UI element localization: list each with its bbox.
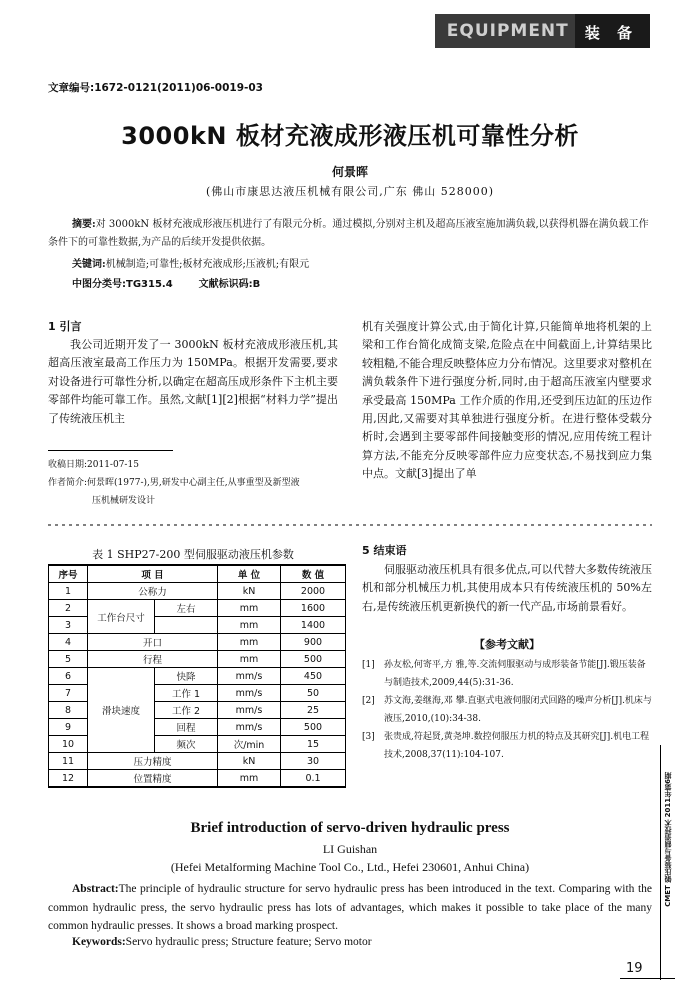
english-abstract-label: Abstract: (72, 883, 119, 895)
conclusion-text: 伺服驱动液压机具有很多优点,可以代替大多数传统液压机和部分机械压力机,其使用成本只有传统液压机的 50%左右,是传统液压机更新换代的新一代产品,市场前景看好。 (362, 563, 652, 613)
page-number-rule (620, 978, 675, 979)
article-number: 文章编号:1672-0121(2011)06-0019-03 (48, 82, 263, 94)
english-keywords-text: Servo hydraulic press; Structure feature; Servo motor (125, 936, 372, 948)
cell-item: 工作 1 (155, 685, 218, 702)
reference-num: [2] (362, 696, 375, 706)
reference-num: [1] (362, 660, 375, 670)
col-header-item: 项 目 (88, 565, 218, 583)
col-header-unit: 单 位 (218, 565, 281, 583)
table-row (49, 668, 346, 685)
cell-value: 500 (281, 719, 346, 736)
cell-unit: mm (218, 651, 281, 668)
journal-side-label: CMET 锻压装备与制造技术 2011年第6期 (664, 772, 672, 907)
cell-value: 900 (281, 634, 346, 651)
cell-unit: kN (218, 583, 281, 600)
cell-no: 5 (49, 651, 88, 668)
paper-affiliation: (佛山市康思达液压机械有限公司,广东 佛山 528000) (205, 185, 495, 198)
intro-left-column: 我公司近期开发了一 3000kN 板材充液成形液压机,其超高压液室最高工作压力为 150MPa。根据开发需要,要求对设备进行可靠性分析,以确定在超高压成形条件下主机主要零部件均能可靠工作。虽然,文献[1][2]根据“材料力学”提出了传统液压机主 (48, 338, 338, 425)
cell-item: 左右 (155, 600, 218, 617)
cell-unit: mm (218, 770, 281, 788)
clc-number: 中图分类号:TG315.4 (72, 279, 173, 290)
cell-value: 15 (281, 736, 346, 753)
abstract-label: 摘要: (72, 219, 96, 230)
cell-group-workbench: 工作台尺寸 (88, 600, 155, 634)
cell-value: 1600 (281, 600, 346, 617)
author-bio-cont: 压机械研发设计 (92, 496, 156, 506)
cell-group-slider: 滑块速度 (88, 668, 155, 753)
table-row (49, 770, 346, 788)
cell-no: 1 (49, 583, 88, 600)
keywords-text: 机械制造;可靠性;板材充液成形;压液机;有限元 (105, 259, 310, 270)
cell-no: 12 (49, 770, 88, 788)
cell-value: 500 (281, 651, 346, 668)
reference-text: 孙友松,何寄平,方 雅,等.交流伺服驱动与成形装备节能[J].锻压装备与制造技术,2009,44(5):31-36. (384, 660, 646, 688)
col-header-no: 序号 (49, 565, 88, 583)
paper-title: 3000kN 板材充液成形液压机可靠性分析 (121, 122, 579, 150)
footnote-rule (48, 450, 173, 451)
reference-item (362, 656, 652, 692)
cell-unit: mm (218, 617, 281, 634)
cell-unit: mm (218, 634, 281, 651)
cell-item: 位置精度 (88, 770, 218, 788)
table-row (49, 583, 346, 600)
english-keywords-label: Keywords: (72, 936, 126, 948)
cell-unit: mm/s (218, 668, 281, 685)
intro-heading: 1 引言 (48, 320, 82, 333)
received-date: 收稿日期:2011-07-15 (48, 460, 139, 470)
reference-item (362, 692, 652, 728)
cell-unit: mm/s (218, 719, 281, 736)
cell-value: 30 (281, 753, 346, 770)
cell-value: 450 (281, 668, 346, 685)
params-table (48, 564, 346, 788)
cell-item: 工作 2 (155, 702, 218, 719)
keywords (72, 256, 309, 274)
english-affiliation: (Hefei Metalforming Machine Tool Co., Ltd., Hefei 230601, Anhui China) (170, 860, 530, 874)
cell-item: 快降 (155, 668, 218, 685)
english-title: Brief introduction of servo-driven hydraulic press (190, 820, 510, 836)
table-row (49, 651, 346, 668)
cell-unit: kN (218, 753, 281, 770)
reference-item (362, 728, 652, 764)
badge-en: EQUIPMENT (435, 14, 575, 48)
table-row (49, 600, 346, 617)
cell-unit: mm (218, 600, 281, 617)
section-divider (48, 521, 652, 529)
cell-value: 50 (281, 685, 346, 702)
paper-author: 何景晖 (331, 165, 368, 179)
cell-value: 2000 (281, 583, 346, 600)
cell-value: 0.1 (281, 770, 346, 788)
english-keywords (72, 936, 372, 948)
cell-value: 1400 (281, 617, 346, 634)
cell-item: 开口 (88, 634, 218, 651)
cell-no: 8 (49, 702, 88, 719)
cell-no: 4 (49, 634, 88, 651)
reference-text: 苏文海,姜继海,邓 攀.直驱式电液伺服闭式回路的噪声分析[J].机床与液压,2010,(10):34-38. (384, 696, 652, 724)
cell-no: 10 (49, 736, 88, 753)
page-number: 19 (626, 961, 643, 976)
cell-item: 行程 (88, 651, 218, 668)
cell-unit: mm/s (218, 685, 281, 702)
cell-no: 6 (49, 668, 88, 685)
abstract (48, 216, 652, 252)
section-badge (435, 14, 650, 48)
reference-text: 张贵成,符起贤,黄尧坤.数控伺服压力机的特点及其研究[J].机电工程技术,2008,37(11):104-107. (384, 732, 650, 760)
cell-no: 9 (49, 719, 88, 736)
cell-item: 压力精度 (88, 753, 218, 770)
reference-num: [3] (362, 732, 375, 742)
cell-no: 2 (49, 600, 88, 617)
doc-code: 文献标识码:B (198, 279, 261, 290)
cell-no: 11 (49, 753, 88, 770)
english-abstract (48, 880, 652, 936)
english-abstract-text: The principle of hydraulic structure for servo hydraulic press has been introduced in the text. Comparing with the common hydraulic press, the servo hydraulic press has lots of advantages, which makes it possible to take place of the many common hydraulic presses. It shows a broad marking prospect. (48, 883, 652, 932)
references-heading: 【参考文献】 (474, 638, 540, 651)
conclusion-heading: 5 结束语 (362, 544, 407, 557)
author-bio: 作者简介:何景晖(1977-),男,研发中心副主任,从事重型及新型液 (48, 478, 300, 488)
cell-no: 7 (49, 685, 88, 702)
cell-no: 3 (49, 617, 88, 634)
table-row (49, 753, 346, 770)
cell-unit: mm/s (218, 702, 281, 719)
footnote (48, 456, 348, 510)
col-header-value: 数 值 (281, 565, 346, 583)
cell-item (155, 617, 218, 634)
table-row (49, 634, 346, 651)
classification (72, 275, 286, 290)
intro-right-column: 机有关强度计算公式,由于简化计算,只能简单地将机架的上梁和工作台简化成简支梁,危险点在中间截面上,计算结果比较粗糙,不能合理反映整体应力分布情况。这里要求对整机在满负载条件下进行强度分析,同时,由于超高压液室内壁要求承受最高 150MPa 工作介质的作用,还受到压边缸的压边作用,因此,又需要对其单独进行强度分析。在进行整体受载分析时,会遇到主要零部件间接触变形的情况,应用传统工程计算方法,不能充分反映零部件应力应变状态,不易找到应力集中点。文献[3]提出了单 (362, 320, 652, 481)
cell-item: 频次 (155, 736, 218, 753)
table-header-row (49, 565, 346, 583)
references-list (362, 656, 652, 764)
cell-value: 25 (281, 702, 346, 719)
keywords-label: 关键词: (72, 259, 106, 270)
cell-item: 回程 (155, 719, 218, 736)
cell-item: 公称力 (88, 583, 218, 600)
abstract-text: 对 3000kN 板材充液成形液压机进行了有限元分析。通过模拟,分别对主机及超高压液室施加满负载,以获得机器在满负载工作条件下的可靠性数据,为产品的后续开发提供依据。 (48, 219, 649, 248)
english-author: LI Guishan (322, 842, 378, 856)
cell-unit: 次/min (218, 736, 281, 753)
table-caption: 表 1 SHP27-200 型伺服驱动液压机参数 (92, 548, 294, 561)
badge-zh: 装 备 (575, 14, 650, 48)
